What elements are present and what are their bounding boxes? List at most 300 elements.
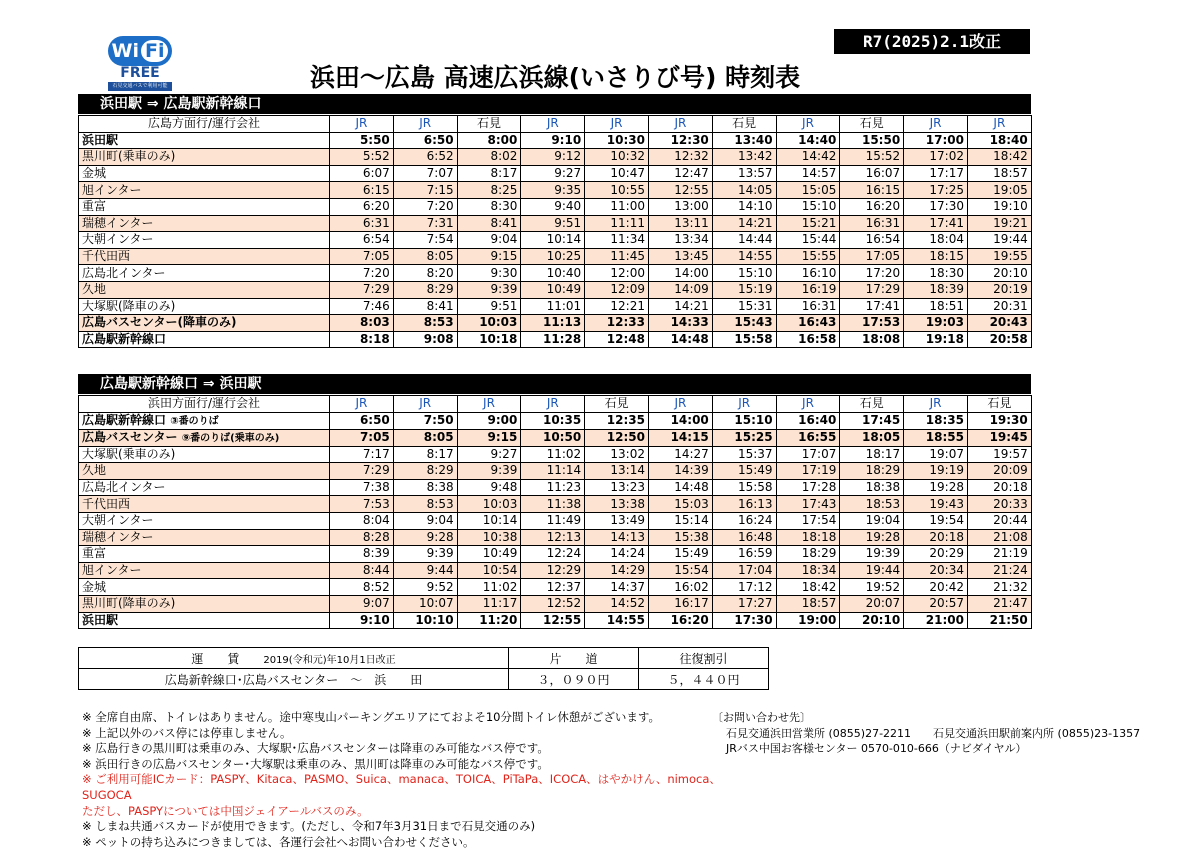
operator-cell: 石見 [585, 396, 649, 413]
time-cell: 9:28 [393, 529, 457, 546]
time-cell: 17:28 [776, 479, 840, 496]
time-cell: 21:00 [904, 612, 968, 629]
time-cell: 7:29 [330, 463, 394, 480]
time-cell: 16:59 [712, 546, 776, 563]
time-cell: 8:29 [393, 463, 457, 480]
table-row [79, 412, 1032, 429]
time-cell: 19:05 [967, 182, 1031, 199]
fare-table [78, 647, 769, 690]
table-row [79, 595, 1032, 612]
time-cell: 18:05 [840, 429, 904, 446]
operator-cell: 石見 [967, 396, 1031, 413]
note-line: ※ 上記以外のバス停には停車しません。 [82, 725, 292, 740]
operator-cell: JR [904, 396, 968, 413]
time-cell: 12:33 [585, 315, 649, 332]
time-cell: 9:39 [393, 546, 457, 563]
table-row [79, 512, 1032, 529]
time-cell: 16:20 [840, 198, 904, 215]
time-cell: 14:27 [648, 446, 712, 463]
time-cell: 15:10 [776, 198, 840, 215]
time-cell: 9:10 [330, 612, 394, 629]
time-cell: 11:23 [521, 479, 585, 496]
time-cell: 15:55 [776, 248, 840, 265]
time-cell: 9:00 [457, 412, 521, 429]
time-cell: 8:18 [330, 331, 394, 348]
operator-cell: JR [648, 396, 712, 413]
time-cell: 10:35 [521, 412, 585, 429]
time-cell: 19:28 [840, 529, 904, 546]
time-cell: 12:00 [585, 265, 649, 282]
stop-name: 黒川町(降車のみ) [79, 595, 330, 612]
time-cell: 17:25 [904, 182, 968, 199]
time-cell: 9:27 [521, 165, 585, 182]
time-cell: 16:24 [712, 512, 776, 529]
time-cell: 11:13 [521, 315, 585, 332]
time-cell: 20:18 [904, 529, 968, 546]
time-cell: 19:21 [967, 215, 1031, 232]
time-cell: 21:47 [967, 595, 1031, 612]
time-cell: 18:42 [967, 149, 1031, 166]
note-line: ただし、PASPYについては中国ジェイアールバスのみ。 [82, 803, 369, 818]
time-cell: 21:08 [967, 529, 1031, 546]
note-line: ※ ペットの持ち込みにつきましては、各運行会社へお問い合わせください。 [82, 834, 475, 849]
outbound-timetable [78, 115, 1032, 348]
time-cell: 16:20 [648, 612, 712, 629]
time-cell: 10:25 [521, 248, 585, 265]
operator-cell: 石見 [457, 116, 521, 133]
time-cell: 16:02 [648, 579, 712, 596]
operator-cell: JR [521, 116, 585, 133]
time-cell: 11:17 [457, 595, 521, 612]
stop-name: 大塚駅(降車のみ) [79, 298, 330, 315]
time-cell: 14:00 [648, 412, 712, 429]
table-row [79, 149, 1032, 166]
time-cell: 8:02 [457, 149, 521, 166]
time-cell: 14:10 [712, 198, 776, 215]
time-cell: 18:55 [904, 429, 968, 446]
time-cell: 20:42 [904, 579, 968, 596]
time-cell: 19:18 [904, 331, 968, 348]
time-cell: 19:07 [904, 446, 968, 463]
time-cell: 16:19 [776, 281, 840, 298]
time-cell: 19:44 [840, 562, 904, 579]
time-cell: 7:17 [330, 446, 394, 463]
time-cell: 17:00 [904, 132, 968, 149]
time-cell: 15:25 [712, 429, 776, 446]
operator-cell: 石見 [712, 116, 776, 133]
time-cell: 15:21 [776, 215, 840, 232]
stop-name: 広島駅新幹線口 [79, 331, 330, 348]
time-cell: 14:21 [712, 215, 776, 232]
time-cell: 17:43 [776, 496, 840, 513]
time-cell: 16:17 [648, 595, 712, 612]
stop-name: 久地 [79, 281, 330, 298]
time-cell: 18:15 [904, 248, 968, 265]
time-cell: 15:37 [712, 446, 776, 463]
time-cell: 14:39 [648, 463, 712, 480]
time-cell: 17:04 [712, 562, 776, 579]
operator-cell: JR [648, 116, 712, 133]
time-cell: 10:30 [585, 132, 649, 149]
time-cell: 18:57 [776, 595, 840, 612]
time-cell: 10:54 [457, 562, 521, 579]
time-cell: 14:55 [712, 248, 776, 265]
time-cell: 20:31 [967, 298, 1031, 315]
time-cell: 10:18 [457, 331, 521, 348]
inbound-timetable [78, 395, 1032, 629]
operator-cell: JR [393, 116, 457, 133]
time-cell: 11:28 [521, 331, 585, 348]
time-cell: 8:41 [457, 215, 521, 232]
time-cell: 16:43 [776, 315, 840, 332]
contact-info [712, 710, 1192, 757]
time-cell: 18:39 [904, 281, 968, 298]
time-cell: 11:02 [457, 579, 521, 596]
time-cell: 9:27 [457, 446, 521, 463]
time-cell: 8:44 [330, 562, 394, 579]
time-cell: 8:00 [457, 132, 521, 149]
time-cell: 15:58 [712, 331, 776, 348]
time-cell: 8:05 [393, 429, 457, 446]
operator-row [79, 116, 1032, 133]
time-cell: 20:09 [967, 463, 1031, 480]
time-cell: 16:15 [840, 182, 904, 199]
time-cell: 20:57 [904, 595, 968, 612]
time-cell: 7:53 [330, 496, 394, 513]
time-cell: 14:40 [776, 132, 840, 149]
time-cell: 9:15 [457, 429, 521, 446]
time-cell: 14:48 [648, 331, 712, 348]
operator-cell: JR [585, 116, 649, 133]
time-cell: 14:48 [648, 479, 712, 496]
stop-name: 千代田西 [79, 496, 330, 513]
operator-cell: JR [776, 396, 840, 413]
time-cell: 12:35 [585, 412, 649, 429]
time-cell: 17:45 [840, 412, 904, 429]
time-cell: 15:52 [840, 149, 904, 166]
time-cell: 18:30 [904, 265, 968, 282]
note-line: ※ 広島行きの黒川町は乗車のみ、大塚駅･広島バスセンターは降車のみ可能なバス停です。 [82, 741, 549, 756]
time-cell: 13:23 [585, 479, 649, 496]
time-cell: 19:43 [904, 496, 968, 513]
time-cell: 16:07 [840, 165, 904, 182]
operator-cell: JR [521, 396, 585, 413]
time-cell: 16:31 [776, 298, 840, 315]
stop-name: 大朝インター [79, 232, 330, 249]
time-cell: 14:44 [712, 232, 776, 249]
time-cell: 18:29 [776, 546, 840, 563]
time-cell: 10:47 [585, 165, 649, 182]
time-cell: 20:33 [967, 496, 1031, 513]
table-row [79, 248, 1032, 265]
time-cell: 7:31 [393, 215, 457, 232]
time-cell: 14:37 [585, 579, 649, 596]
time-cell: 18:40 [967, 132, 1031, 149]
table-row [79, 298, 1032, 315]
stop-name: 重富 [79, 546, 330, 563]
time-cell: 17:41 [904, 215, 968, 232]
table-row [79, 281, 1032, 298]
time-cell: 9:44 [393, 562, 457, 579]
operator-cell: 石見 [840, 116, 904, 133]
table-row [79, 215, 1032, 232]
time-cell: 8:20 [393, 265, 457, 282]
table-row [79, 182, 1032, 199]
stop-name: 大朝インター [79, 512, 330, 529]
time-cell: 16:55 [776, 429, 840, 446]
time-cell: 7:05 [330, 248, 394, 265]
time-cell: 8:53 [393, 496, 457, 513]
time-cell: 13:45 [648, 248, 712, 265]
time-cell: 7:38 [330, 479, 394, 496]
time-cell: 15:10 [712, 412, 776, 429]
time-cell: 17:30 [904, 198, 968, 215]
time-cell: 11:38 [521, 496, 585, 513]
time-cell: 10:32 [585, 149, 649, 166]
time-cell: 12:55 [521, 612, 585, 629]
time-cell: 15:49 [648, 546, 712, 563]
stop-name: 大塚駅(乗車のみ) [79, 446, 330, 463]
time-cell: 14:15 [648, 429, 712, 446]
page-title: 浜田～広島 高速広浜線(いさりび号) 時刻表 [309, 63, 801, 92]
table-row [79, 546, 1032, 563]
time-cell: 19:19 [904, 463, 968, 480]
time-cell: 8:38 [393, 479, 457, 496]
wifi-icon: Wi Fi [108, 36, 172, 66]
operator-cell: JR [457, 396, 521, 413]
time-cell: 15:38 [648, 529, 712, 546]
time-cell: 18:29 [840, 463, 904, 480]
time-cell: 18:51 [904, 298, 968, 315]
time-cell: 16:31 [840, 215, 904, 232]
table-row [79, 612, 1032, 629]
time-cell: 9:51 [521, 215, 585, 232]
time-cell: 5:52 [330, 149, 394, 166]
time-cell: 17:05 [840, 248, 904, 265]
time-cell: 7:05 [330, 429, 394, 446]
time-cell: 15:44 [776, 232, 840, 249]
time-cell: 10:14 [457, 512, 521, 529]
fare-round-header: 往復割引 [639, 648, 769, 669]
direction-label: 浜田方面行/運行会社 [79, 396, 330, 413]
time-cell: 12:47 [648, 165, 712, 182]
stop-name: 金城 [79, 165, 330, 182]
time-cell: 6:15 [330, 182, 394, 199]
time-cell: 6:52 [393, 149, 457, 166]
time-cell: 21:24 [967, 562, 1031, 579]
time-cell: 11:01 [521, 298, 585, 315]
time-cell: 20:29 [904, 546, 968, 563]
time-cell: 19:45 [967, 429, 1031, 446]
time-cell: 6:54 [330, 232, 394, 249]
stop-name: 広島バスセンター ⑨番のりば(乗車のみ) [79, 429, 330, 446]
time-cell: 10:07 [393, 595, 457, 612]
time-cell: 18:34 [776, 562, 840, 579]
time-cell: 17:29 [840, 281, 904, 298]
time-cell: 14:42 [776, 149, 840, 166]
table-row [79, 479, 1032, 496]
time-cell: 12:50 [585, 429, 649, 446]
time-cell: 7:20 [330, 265, 394, 282]
time-cell: 16:40 [776, 412, 840, 429]
time-cell: 13:38 [585, 496, 649, 513]
time-cell: 20:10 [967, 265, 1031, 282]
time-cell: 12:52 [521, 595, 585, 612]
wifi-sub-label: 石見交通バスで利用可能 [108, 82, 172, 91]
time-cell: 19:28 [904, 479, 968, 496]
contact-line-2: JRバス中国お客様センター 0570-010-666（ナビダイヤル） [726, 742, 1027, 756]
time-cell: 7:07 [393, 165, 457, 182]
time-cell: 9:52 [393, 579, 457, 596]
time-cell: 10:55 [585, 182, 649, 199]
fare-header: 運 賃 2019(令和元)年10月1日改正 [79, 648, 509, 669]
time-cell: 18:53 [840, 496, 904, 513]
time-cell: 9:48 [457, 479, 521, 496]
time-cell: 14:00 [648, 265, 712, 282]
stop-name: 久地 [79, 463, 330, 480]
operator-cell: JR [904, 116, 968, 133]
time-cell: 9:04 [457, 232, 521, 249]
table-row [79, 463, 1032, 480]
table-row [79, 579, 1032, 596]
time-cell: 9:30 [457, 265, 521, 282]
time-cell: 13:14 [585, 463, 649, 480]
time-cell: 7:20 [393, 198, 457, 215]
stop-name: 金城 [79, 579, 330, 596]
time-cell: 13:34 [648, 232, 712, 249]
time-cell: 10:10 [393, 612, 457, 629]
time-cell: 8:28 [330, 529, 394, 546]
table-row [79, 562, 1032, 579]
time-cell: 8:29 [393, 281, 457, 298]
time-cell: 6:07 [330, 165, 394, 182]
time-cell: 11:20 [457, 612, 521, 629]
time-cell: 19:39 [840, 546, 904, 563]
time-cell: 11:02 [521, 446, 585, 463]
time-cell: 9:08 [393, 331, 457, 348]
time-cell: 15:43 [712, 315, 776, 332]
time-cell: 17:20 [840, 265, 904, 282]
time-cell: 9:39 [457, 463, 521, 480]
time-cell: 11:45 [585, 248, 649, 265]
time-cell: 10:49 [521, 281, 585, 298]
time-cell: 17:41 [840, 298, 904, 315]
operator-cell: JR [712, 396, 776, 413]
time-cell: 18:17 [840, 446, 904, 463]
time-cell: 14:52 [585, 595, 649, 612]
table-row [79, 315, 1032, 332]
time-cell: 15:05 [776, 182, 840, 199]
time-cell: 12:13 [521, 529, 585, 546]
time-cell: 9:51 [457, 298, 521, 315]
time-cell: 8:53 [393, 315, 457, 332]
time-cell: 19:30 [967, 412, 1031, 429]
time-cell: 14:29 [585, 562, 649, 579]
time-cell: 14:13 [585, 529, 649, 546]
stop-name: 黒川町(乗車のみ) [79, 149, 330, 166]
time-cell: 9:04 [393, 512, 457, 529]
time-cell: 6:20 [330, 198, 394, 215]
time-cell: 12:55 [648, 182, 712, 199]
note-line: ※ 全席自由席、トイレはありません。途中寒曳山パーキングエリアにておよそ10分間トイレ休憩がございます。 [82, 710, 660, 724]
time-cell: 9:07 [330, 595, 394, 612]
time-cell: 21:50 [967, 612, 1031, 629]
operator-cell: JR [330, 116, 394, 133]
time-cell: 19:00 [776, 612, 840, 629]
time-cell: 18:42 [776, 579, 840, 596]
time-cell: 12:24 [521, 546, 585, 563]
time-cell: 20:18 [967, 479, 1031, 496]
stop-name: 旭インター [79, 182, 330, 199]
time-cell: 11:14 [521, 463, 585, 480]
time-cell: 17:27 [712, 595, 776, 612]
time-cell: 7:46 [330, 298, 394, 315]
time-cell: 13:00 [648, 198, 712, 215]
time-cell: 14:33 [648, 315, 712, 332]
time-cell: 14:55 [585, 612, 649, 629]
time-cell: 20:43 [967, 315, 1031, 332]
time-cell: 8:30 [457, 198, 521, 215]
time-cell: 9:12 [521, 149, 585, 166]
stop-name: 瑞穂インター [79, 215, 330, 232]
table-row [79, 265, 1032, 282]
operator-cell: JR [776, 116, 840, 133]
contact-heading: 〔お問い合わせ先〕 [712, 711, 811, 724]
time-cell: 16:48 [712, 529, 776, 546]
stop-name: 千代田西 [79, 248, 330, 265]
time-cell: 6:31 [330, 215, 394, 232]
table-row [79, 496, 1032, 513]
time-cell: 8:05 [393, 248, 457, 265]
time-cell: 15:49 [712, 463, 776, 480]
time-cell: 6:50 [393, 132, 457, 149]
time-cell: 16:10 [776, 265, 840, 282]
operator-cell: JR [967, 116, 1031, 133]
fare-oneway-header: 片 道 [509, 648, 639, 669]
time-cell: 19:57 [967, 446, 1031, 463]
time-cell: 8:03 [330, 315, 394, 332]
time-cell: 12:32 [648, 149, 712, 166]
time-cell: 19:52 [840, 579, 904, 596]
time-cell: 9:15 [457, 248, 521, 265]
stop-name: 旭インター [79, 562, 330, 579]
time-cell: 8:04 [330, 512, 394, 529]
time-cell: 17:54 [776, 512, 840, 529]
time-cell: 10:14 [521, 232, 585, 249]
time-cell: 18:35 [904, 412, 968, 429]
time-cell: 11:34 [585, 232, 649, 249]
time-cell: 10:38 [457, 529, 521, 546]
direction-label: 広島方面行/運行会社 [79, 116, 330, 133]
stop-name: 浜田駅 [79, 612, 330, 629]
time-cell: 8:41 [393, 298, 457, 315]
time-cell: 21:32 [967, 579, 1031, 596]
time-cell: 19:03 [904, 315, 968, 332]
time-cell: 17:30 [712, 612, 776, 629]
fare-round: ５，４４０円 [639, 669, 769, 690]
time-cell: 19:55 [967, 248, 1031, 265]
time-cell: 8:39 [330, 546, 394, 563]
time-cell: 15:58 [712, 479, 776, 496]
time-cell: 7:15 [393, 182, 457, 199]
time-cell: 13:11 [648, 215, 712, 232]
time-cell: 9:40 [521, 198, 585, 215]
time-cell: 20:19 [967, 281, 1031, 298]
stop-name: 瑞穂インター [79, 529, 330, 546]
table-row [79, 331, 1032, 348]
time-cell: 9:39 [457, 281, 521, 298]
stop-name: 広島北インター [79, 265, 330, 282]
